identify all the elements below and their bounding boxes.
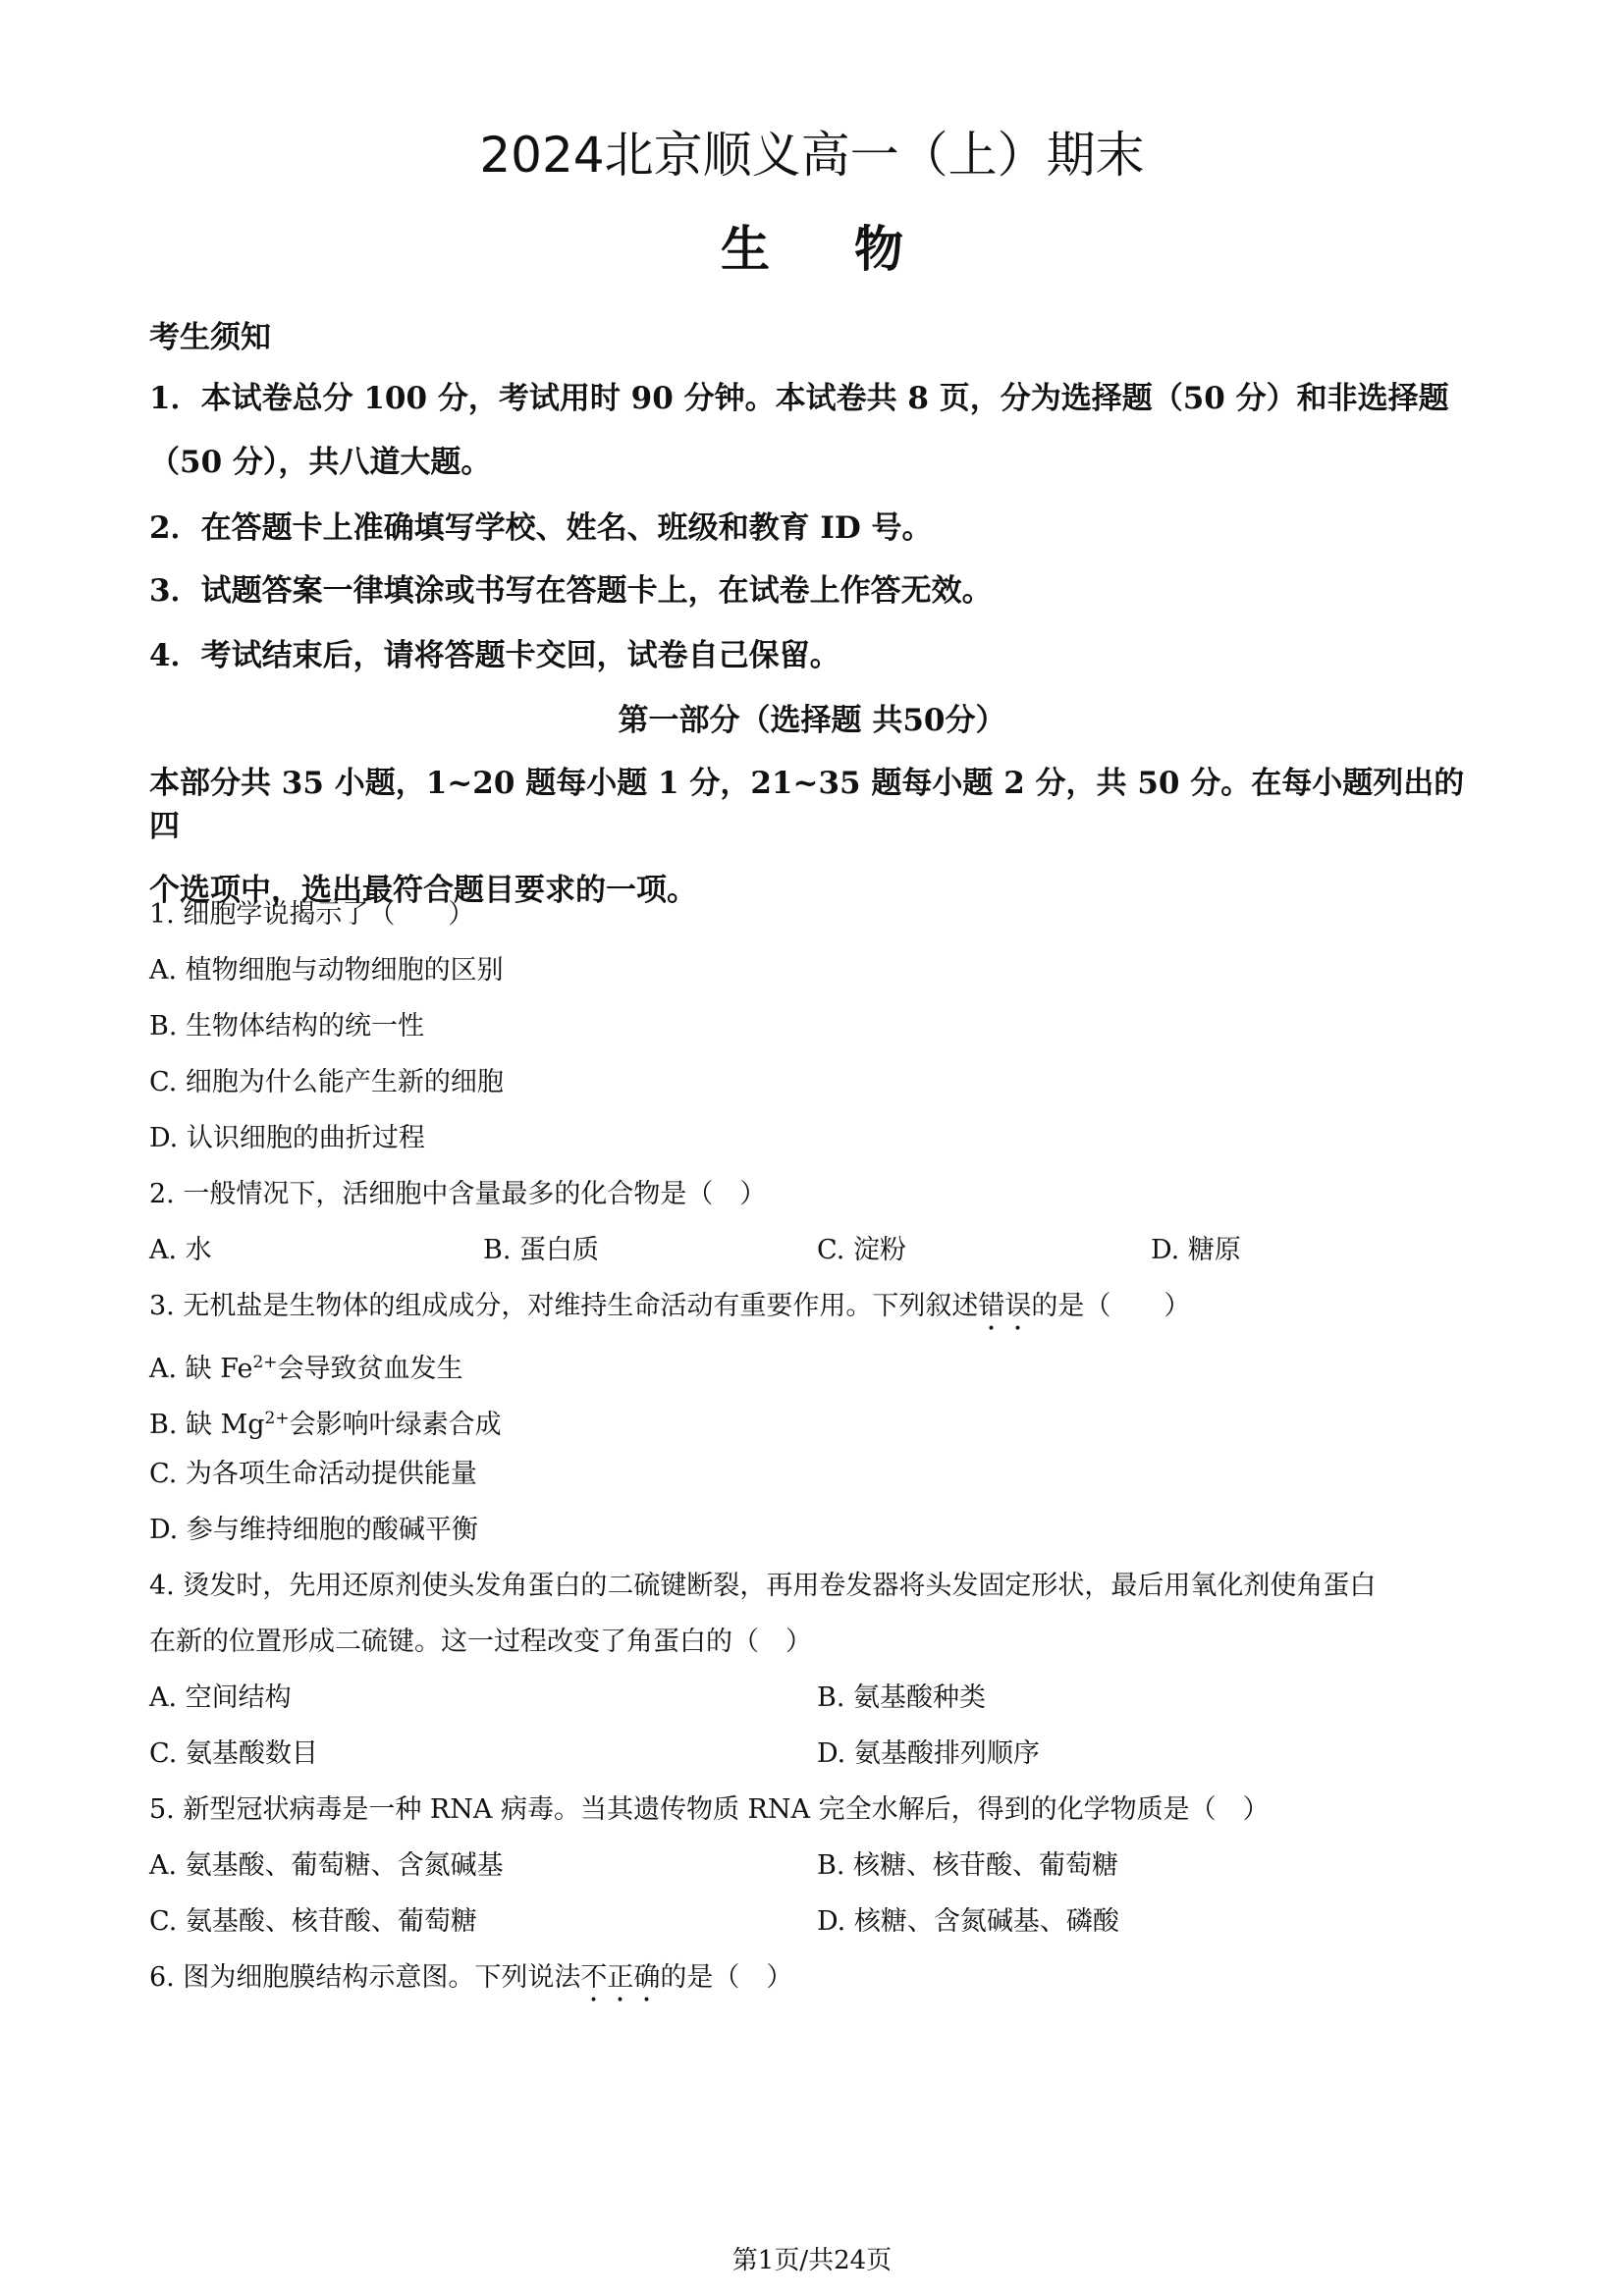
part1-heading: 第一部分（选择题 共50分） (618, 703, 1006, 738)
question-5-stem: 5. 新型冠状病毒是一种 RNA 病毒。当其遗传物质 RNA 完全水解后，得到的化学物质是（ ） (149, 1794, 1270, 1825)
question-2-stem: 2. 一般情况下，活细胞中含量最多的化合物是（ ） (149, 1179, 767, 1209)
question-1-option-d: D. 认识细胞的曲折过程 (149, 1123, 425, 1153)
question-4-stem-line-2: 在新的位置形成二硫键。这一过程改变了角蛋白的（ ） (149, 1627, 812, 1657)
notice-item-1-line-2: （50 分），共八道大题。 (149, 445, 492, 480)
question-4-stem-line-1: 4. 烫发时，先用还原剂使头发角蛋白的二硫键断裂，再用卷发器将头发固定形状，最后用氧化剂使角蛋白 (149, 1571, 1377, 1601)
notice-item-2: 2．在答题卡上准确填写学校、姓名、班级和教育 ID 号。 (149, 510, 933, 546)
question-2-option-a: A. 水 (149, 1235, 212, 1265)
subject-title: 生物 (721, 221, 988, 278)
question-3-option-b: B. 缺 $Mg^{2+}$会影响叶绿素合成 (149, 1409, 502, 1440)
exam-title: 2024北京顺义高一（上）期末 (479, 127, 1145, 184)
question-1-option-a: A. 植物细胞与动物细胞的区别 (149, 955, 504, 986)
question-5-option-d: D. 核糖、含氮碱基、磷酸 (817, 1906, 1119, 1937)
emphasis-word: 错误 (978, 1291, 1032, 1321)
question-4-option-d: D. 氨基酸排列顺序 (817, 1738, 1040, 1769)
notice-heading: 考生须知 (149, 320, 271, 355)
question-2-option-d: D. 糖原 (1151, 1235, 1241, 1265)
notice-item-1-line-1: 1．本试卷总分 100 分，考试用时 90 分钟。本试卷共 8 页，分为选择题（50 分）和非选择题 (149, 381, 1449, 416)
question-6-stem: 6. 图为细胞膜结构示意图。下列说法不正确的是（ ） (149, 1962, 793, 1993)
question-3-option-c: C. 为各项生命活动提供能量 (149, 1459, 477, 1489)
question-5-option-b: B. 核糖、核苷酸、葡萄糖 (817, 1850, 1119, 1881)
question-4-option-b: B. 氨基酸种类 (817, 1682, 987, 1713)
question-4-stem (149, 1567, 1494, 1662)
question-5-option-a: A. 氨基酸、葡萄糖、含氮碱基 (149, 1850, 504, 1881)
notice-item-1 (149, 377, 1494, 484)
question-5-option-c: C. 氨基酸、核苷酸、葡萄糖 (149, 1906, 477, 1937)
question-1-option-c: C. 细胞为什么能产生新的细胞 (149, 1067, 504, 1097)
question-3-option-d: D. 参与维持细胞的酸碱平衡 (149, 1515, 478, 1545)
part1-description-line-2: 个选项中，选出最符合题目要求的一项。 (149, 873, 697, 908)
question-2-option-b: B. 蛋白质 (483, 1235, 600, 1265)
page-number: 第1页/共24页 (731, 2246, 893, 2275)
question-3-stem: 3. 无机盐是生物体的组成成分，对维持生命活动有重要作用。下列叙述错误的是（ ） (149, 1291, 1191, 1321)
question-4-option-a: A. 空间结构 (149, 1682, 292, 1713)
question-1-option-b: B. 生物体结构的统一性 (149, 1011, 425, 1041)
part1-description-line-1: 本部分共 35 小题，1~20 题每小题 1 分，21~35 题每小题 2 分，共 50 分。在每小题列出的四 (149, 766, 1465, 844)
question-2-option-c: C. 淀粉 (817, 1235, 906, 1265)
notice-item-3: 3．试题答案一律填涂或书写在答题卡上，在试卷上作答无效。 (149, 573, 993, 609)
notice-item-4: 4．考试结束后，请将答题卡交回，试卷自己保留。 (149, 638, 840, 673)
emphasis-word: 不正确 (580, 1962, 661, 1993)
part1-description (149, 762, 1494, 912)
question-3-option-a: A. 缺 $Fe^{2+}$会导致贫血发生 (149, 1353, 463, 1384)
question-4-option-c: C. 氨基酸数目 (149, 1738, 318, 1769)
question-1-stem: 1. 细胞学说揭示了（ ） (149, 899, 475, 930)
